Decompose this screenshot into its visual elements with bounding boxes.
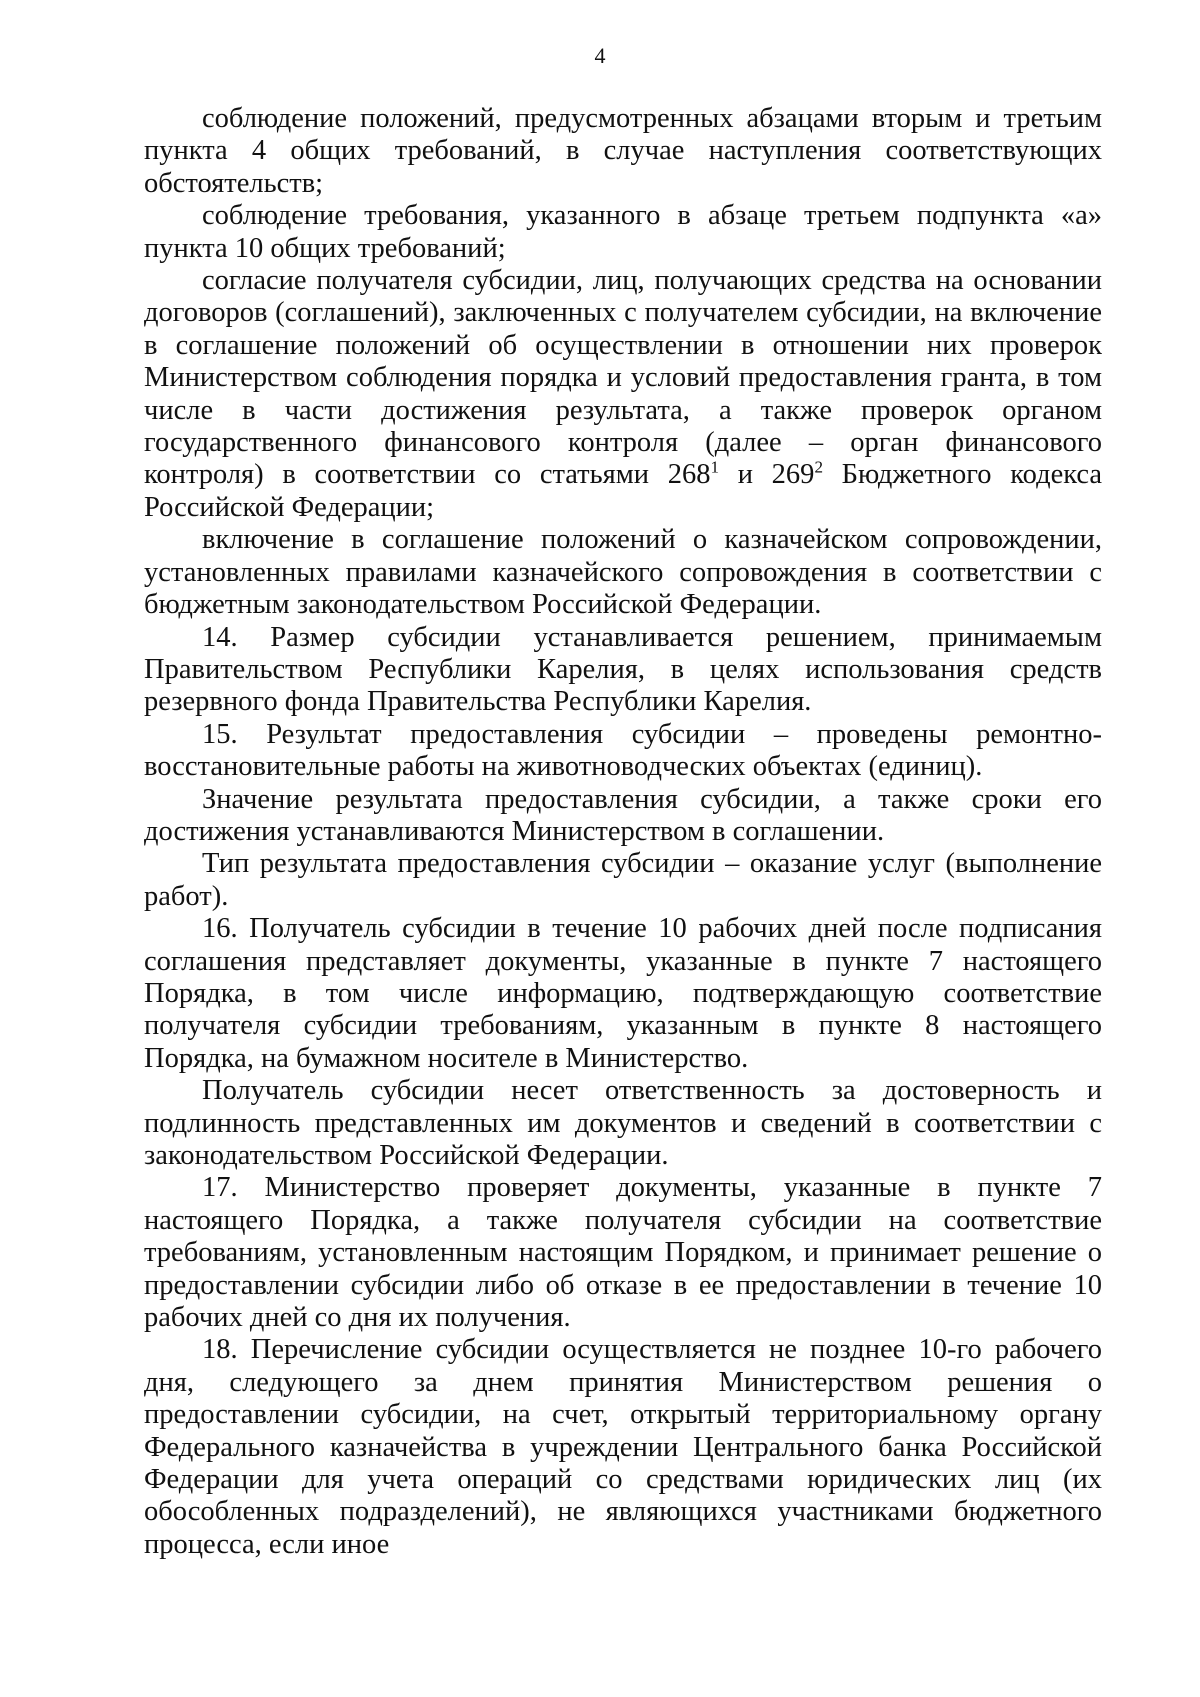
paragraph-requirements-compliance: соблюдение положений, предусмотренных абзацами вторым и третьим пункта 4 общих требований, в случае наступления соответствующих обстоятельств; — [144, 103, 1102, 199]
document-body — [144, 103, 1102, 1561]
paragraph-result-value: Значение результата предоставления субсидии, а также сроки его достижения устанавливаются Министерством в соглашении. — [144, 783, 1102, 847]
paragraph-18-transfer: 18. Перечисление субсидии осуществляется не позднее 10-го рабочего дня, следующего за днем принятия Министерством решения о предоставлении субсидии, на счет, открытый территориальному органу Федерального казначейства в учреждении Центрального банка Российской Федерации для учета операций со средствами юридических лиц (их обособленных подразделений), не являющихся участниками бюджетного процесса, если иное — [144, 1334, 1102, 1560]
paragraph-text: и 269 — [719, 459, 815, 491]
paragraph-17-verification: 17. Министерство проверяет документы, указанные в пункте 7 настоящего Порядка, а также получателя субсидии на соответствие требованиям, установленным настоящим Порядком, и принимает решение о предоставлении субсидии либо об отказе в ее предоставлении в течение 10 рабочих дней со дня их получения. — [144, 1172, 1102, 1334]
paragraph-treasury-support: включение в соглашение положений о казначейском сопровождении, установленных правилами казначейского сопровождения в соответствии с бюджетным законодательством Российской Федерации. — [144, 524, 1102, 621]
paragraph-requirement-subpoint-a: соблюдение требования, указанного в абзаце третьем подпункта «а» пункта 10 общих требований; — [144, 200, 1102, 264]
paragraph-text: согласие получателя субсидии, лиц, получающих средства на основании договоров (соглашений), заключенных с получателем субсидии, на включение в соглашение положений об осуществлении в отношении них проверок Министерством соблюдения порядка и условий предоставления гранта, в том числе в части достижения результата, а также проверок органом государственного финансового контроля (далее – орган финансового контроля) в соответствии со статьями 268 — [144, 265, 1102, 491]
paragraph-14-subsidy-size: 14. Размер субсидии устанавливается решением, принимаемым Правительством Республики Карелия, в целях использования средств резервного фонда Правительства Республики Карелия. — [144, 621, 1102, 718]
paragraph-responsibility: Получатель субсидии несет ответственность за достоверность и подлинность представленных им документов и сведений в соответствии с законодательством Российской Федерации. — [144, 1075, 1102, 1171]
page-number: 4 — [594, 43, 606, 68]
paragraph-16-documents: 16. Получатель субсидии в течение 10 рабочих дней после подписания соглашения представляет документы, указанные в пункте 7 настоящего Порядка, в том числе информацию, подтверждающую соответствие получателя субсидии требованиям, указанным в пункте 8 настоящего Порядка, на бумажном носителе в Министерство. — [144, 913, 1102, 1074]
paragraph-15-subsidy-result: 15. Результат предоставления субсидии – проведены ремонтно-восстановительные работы на животноводческих объектах (единиц). — [144, 718, 1102, 783]
paragraph-text: Бюджетного кодекса Российской Федерации; — [144, 459, 1102, 523]
paragraph-consent-inspections — [144, 265, 1102, 524]
paragraph-result-type: Тип результата предоставления субсидии – оказание услуг (выполнение работ). — [144, 848, 1102, 912]
superscript: 1 — [710, 457, 720, 477]
superscript: 2 — [814, 457, 823, 477]
